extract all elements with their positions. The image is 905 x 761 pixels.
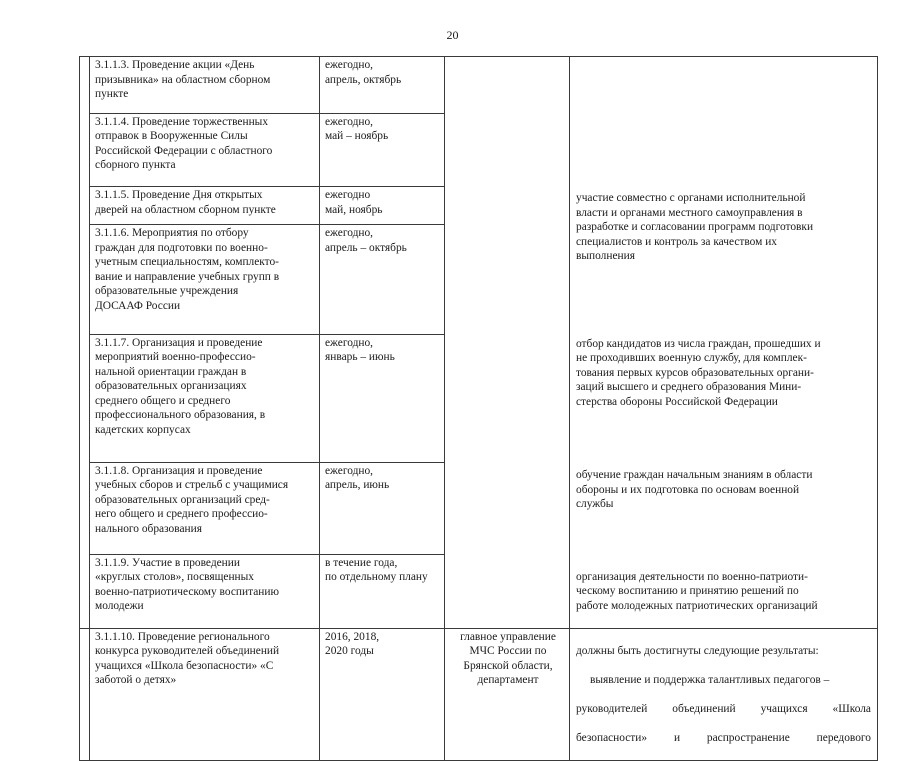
timing-cell: ежегодно май, ноябрь <box>320 187 445 225</box>
results-heading: должны быть достигнуты следующие результаты: <box>576 645 819 657</box>
measures-table <box>79 56 878 761</box>
action-cell: 3.1.1.3. Проведение акции «День призывника» на областном сборном пункте <box>90 57 320 114</box>
table-row <box>80 628 878 761</box>
result-text: участие совместно с органами исполнительной власти и органами местного самоуправления в разработке и согласовании программ подготовки специалистов и контроль за качеством их выполнения <box>576 192 814 262</box>
results-cell <box>570 57 878 629</box>
result-text: обучение граждан начальным знаниям в области обороны и их подготовка по основам военной службы <box>576 469 813 510</box>
action-cell: 3.1.1.8. Организация и проведение учебных сборов и стрельб с учащимися образовательных организаций сред- него общего и среднего профессио- нального образования <box>90 462 320 554</box>
action-cell: 3.1.1.10. Проведение регионального конкурса руководителей объединений учащихся «Школа безопасности» «С заботой о детях» <box>90 628 320 761</box>
action-cell: 3.1.1.4. Проведение торжественных отправок в Вооруженные Силы Российской Федерации с областного сборного пункта <box>90 113 320 187</box>
action-cell: 3.1.1.5. Проведение Дня открытых дверей на областном сборном пункте <box>90 187 320 225</box>
action-cell: 3.1.1.7. Организация и проведение мероприятий военно-профессио- нальной ориентации граждан в образовательных организациях среднего общего и среднего профессионального образования, в кадетских корпусах <box>90 334 320 462</box>
executor-cell <box>445 57 570 629</box>
executor-cell: главное управление МЧС России по Брянской области, департамент <box>445 628 570 761</box>
timing-cell: в течение года, по отдельному плану <box>320 554 445 628</box>
results-cell <box>570 628 878 761</box>
result-text: выявление и поддержка талантливых педагогов – <box>590 674 830 686</box>
timing-cell: ежегодно, май – ноябрь <box>320 113 445 187</box>
timing-cell: 2016, 2018, 2020 годы <box>320 628 445 761</box>
action-cell: 3.1.1.6. Мероприятия по отбору граждан для подготовки по военно- учетным специальностям, комплекто- вание и направление учебных групп в образовательные учреждения ДОСААФ России <box>90 225 320 334</box>
timing-cell: ежегодно, апрель, июнь <box>320 462 445 554</box>
timing-cell: ежегодно, январь – июнь <box>320 334 445 462</box>
timing-cell: ежегодно, апрель – октябрь <box>320 225 445 334</box>
table-row <box>80 57 878 114</box>
page-number: 20 <box>446 28 459 42</box>
result-text: организация деятельности по военно-патриоти- ческому воспитанию и принятию решений по работе молодежных патриотических организаций <box>576 570 818 612</box>
index-cell <box>80 628 90 761</box>
action-cell: 3.1.1.9. Участие в проведении «круглых столов», посвященных военно-патриотическому воспитанию молодежи <box>90 554 320 628</box>
result-text: отбор кандидатов из числа граждан, прошедших и не проходивших военную службу, для комплек- тования первых курсов образовательных органи- заций высшего и среднего образования Мини- стерства обороны Российской Федерации <box>576 337 821 408</box>
result-text: безопасности» и распространение передового <box>576 732 871 744</box>
result-text: руководителей объединений учащихся «Школа <box>576 703 871 715</box>
index-cell <box>80 57 90 629</box>
timing-cell: ежегодно, апрель, октябрь <box>320 57 445 114</box>
